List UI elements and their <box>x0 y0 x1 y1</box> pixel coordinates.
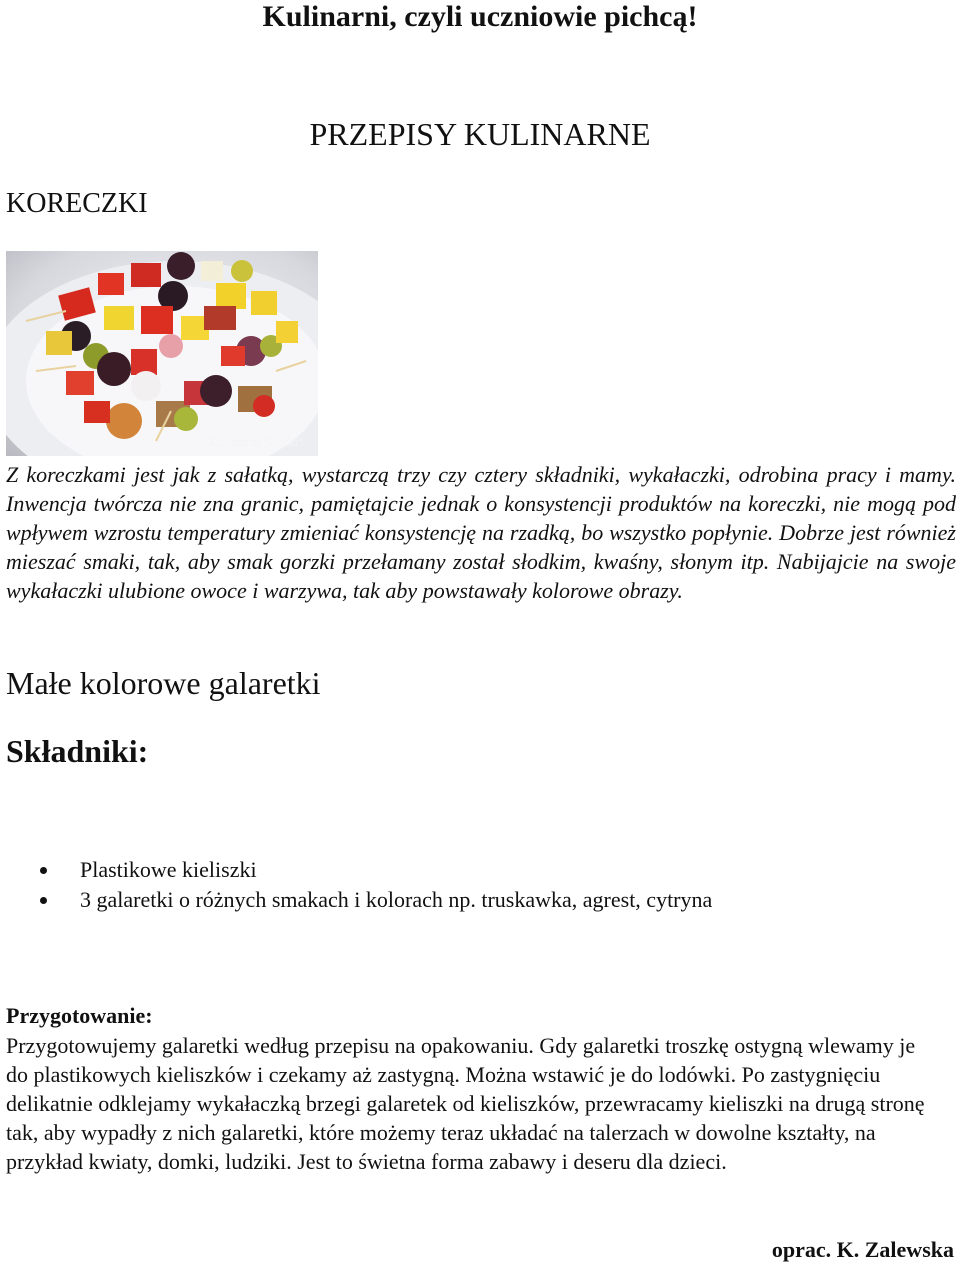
ingredient-text: Plastikowe kieliszki <box>80 857 257 882</box>
page-title: Kulinarni, czyli uczniowie pichcą! <box>262 0 698 33</box>
page-subtitle: PRZEPISY KULINARNE <box>309 116 651 152</box>
ingredient-text: 3 galaretki o różnych smakach i kolorach np. truskawka, agrest, cytryna <box>80 887 713 912</box>
bullet-icon <box>40 867 47 874</box>
koreczki-photo-illustration <box>6 251 318 456</box>
author-credit: oprac. K. Zalewska <box>771 1237 954 1262</box>
photo-watermark: Kulinarni "Zetki" <box>209 436 303 449</box>
koreczki-heading: KORECZKI <box>6 188 148 219</box>
ingredients-list <box>0 855 712 915</box>
bullet-icon <box>40 897 47 904</box>
preparation-heading: Przygotowanie: <box>6 1003 153 1028</box>
list-item <box>0 855 712 885</box>
galaretki-heading: Małe kolorowe galaretki <box>6 665 321 701</box>
preparation-text: Przygotowujemy galaretki według przepisu na opakowaniu. Gdy galaretki troszkę ostygną wlewamy je do plastikowych kieliszków i czekamy aż zastygną. Można wstawić je do lodówki. Po zastygnięciu delikatnie odklejamy wykałaczką brzegi galaretek od kieliszków, przewracamy kieliszki na drugą stronę tak, aby wypadły z nich galaretki, które możemy teraz układać na talerzach w dowolne kształty, na przykład kwiaty, domki, ludziki. Jest to świetna forma zabawy i deseru dla dzieci. <box>6 1033 925 1174</box>
ingredients-heading: Składniki: <box>6 733 149 769</box>
list-item <box>0 885 712 915</box>
koreczki-description: Z koreczkami jest jak z sałatką, wystarczą trzy czy cztery składniki, wykałaczki, odrobina pracy i mamy. Inwencja twórcza nie zna granic, pamiętajcie jednak o konsystencji produktów na koreczki, nie mogą pod wpływem wzrostu temperatury zmieniać konsystencję na rzadką, bo wszystko popłynie. Dobrze jest również mieszać smaki, tak, aby smak gorzki przełamany został słodkim, kwaśny, słonym itp. Nabijajcie na swoje wykałaczki ulubione owoce i warzywa, tak aby powstawały kolorowe obrazy. <box>6 462 956 603</box>
koreczki-photo <box>6 251 318 456</box>
